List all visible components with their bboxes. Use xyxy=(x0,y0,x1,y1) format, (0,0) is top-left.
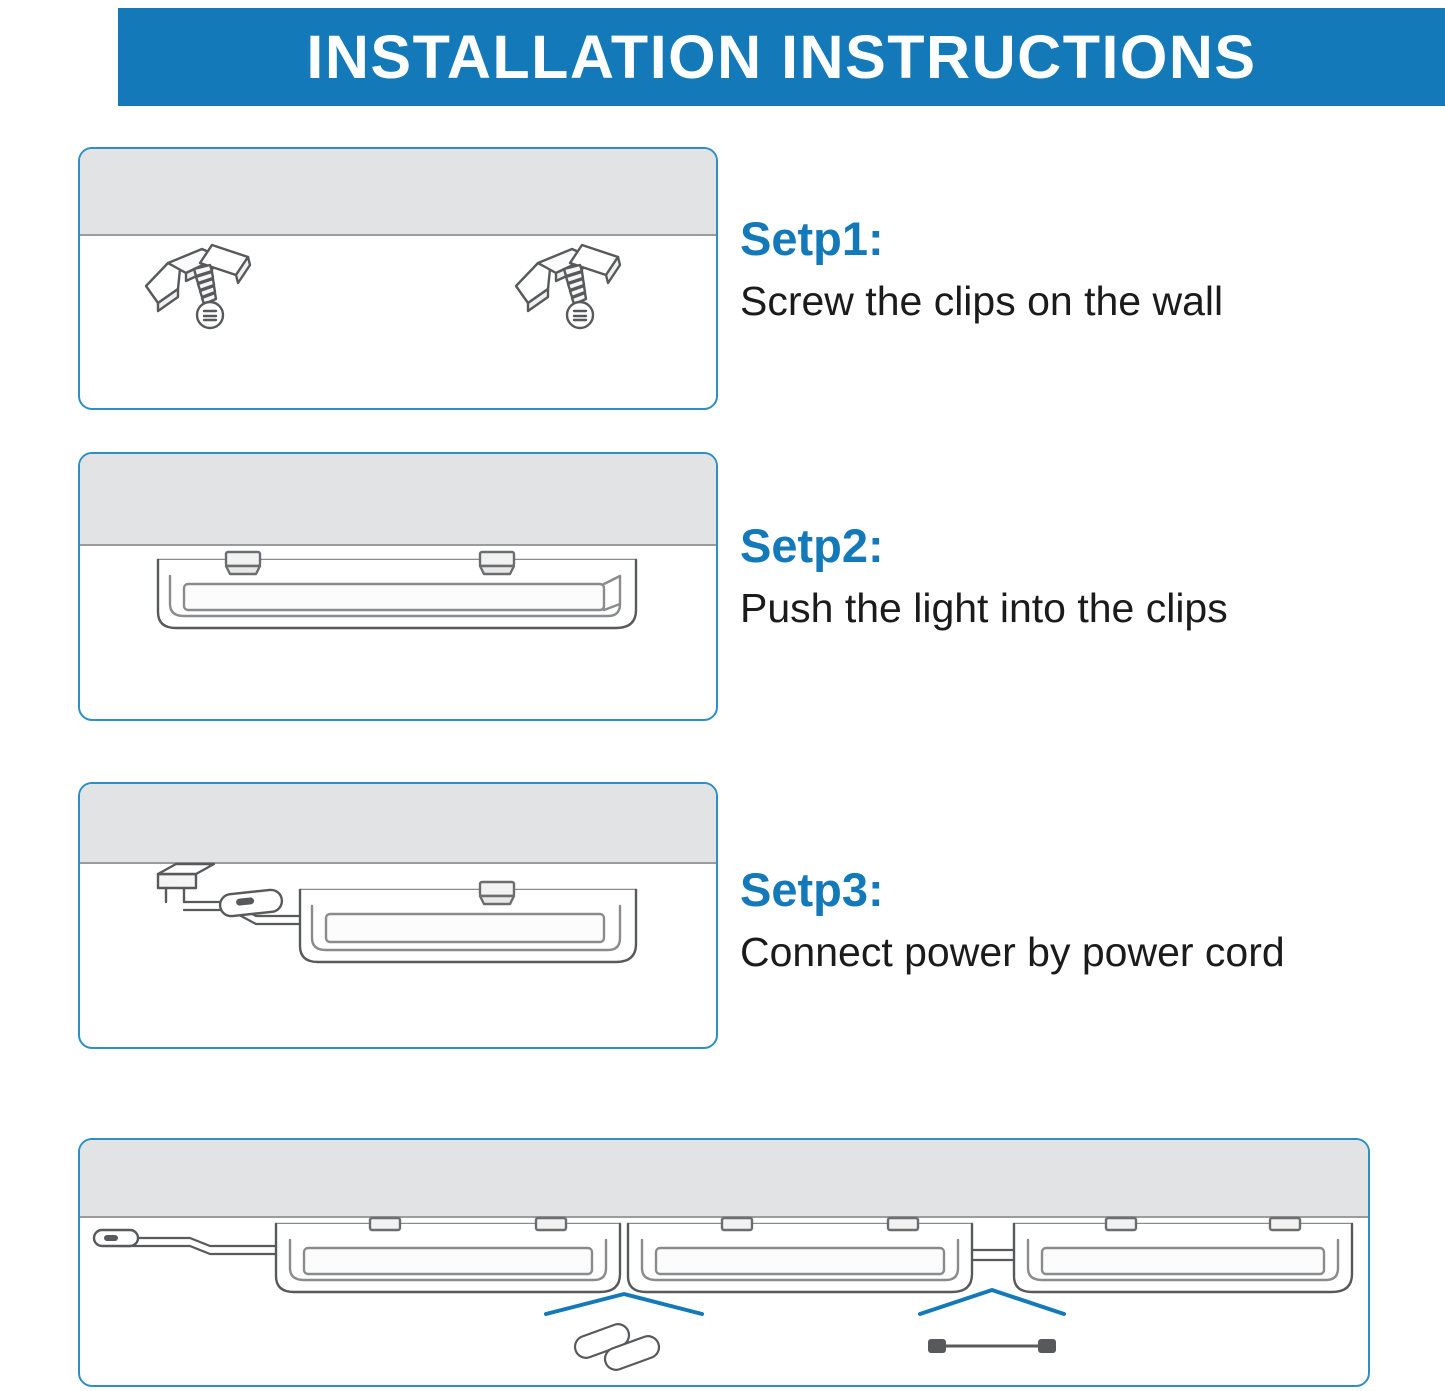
wall-surface xyxy=(80,784,716,864)
light-pushed-into-clips-diagram xyxy=(80,542,712,717)
step3-description: Connect power by power cord xyxy=(740,929,1285,975)
header-banner xyxy=(118,8,1445,106)
link-cable-callout xyxy=(920,1290,1064,1314)
clip-icon xyxy=(480,552,514,574)
power-cord-connected-diagram xyxy=(80,854,712,1044)
step3-text-block xyxy=(740,863,1285,976)
led-bar-light-icon xyxy=(628,1218,972,1292)
wall-surface xyxy=(80,149,716,236)
power-cord-icon xyxy=(94,1230,276,1254)
linked-lights-overview-diagram xyxy=(80,1210,1364,1382)
plug-icon xyxy=(158,864,214,902)
final-diagram-panel xyxy=(78,1138,1370,1387)
step1-diagram-panel xyxy=(78,147,718,410)
led-bar-light-icon xyxy=(276,1218,620,1292)
step3-diagram-panel xyxy=(78,782,718,1049)
clip-icon xyxy=(226,552,260,574)
page-title: INSTALLATION INSTRUCTIONS xyxy=(306,23,1257,91)
clips-screwed-to-wall-diagram xyxy=(80,231,712,406)
screw-icon xyxy=(194,265,223,328)
step-row-2 xyxy=(0,452,1445,724)
clip-icon xyxy=(480,882,514,904)
step1-description: Screw the clips on the wall xyxy=(740,278,1224,324)
step1-text-block xyxy=(740,212,1224,325)
link-cable-icon xyxy=(928,1339,1056,1353)
step3-label: Setp3: xyxy=(740,863,884,916)
link-cable-icon xyxy=(972,1250,1014,1260)
screw-icon xyxy=(564,265,593,328)
step-row-1 xyxy=(0,147,1445,412)
connector-pin-callout xyxy=(546,1294,702,1314)
step2-text-block xyxy=(740,519,1228,632)
step2-label: Setp2: xyxy=(740,519,884,572)
step1-label: Setp1: xyxy=(740,212,884,265)
step2-description: Push the light into the clips xyxy=(740,585,1228,631)
wall-surface xyxy=(80,454,716,546)
step-row-3 xyxy=(0,782,1445,1052)
power-cord-icon xyxy=(184,889,300,924)
connector-pins-icon xyxy=(572,1321,662,1373)
wall-surface xyxy=(80,1140,1368,1218)
led-bar-light-icon xyxy=(1014,1218,1352,1292)
step2-diagram-panel xyxy=(78,452,718,721)
